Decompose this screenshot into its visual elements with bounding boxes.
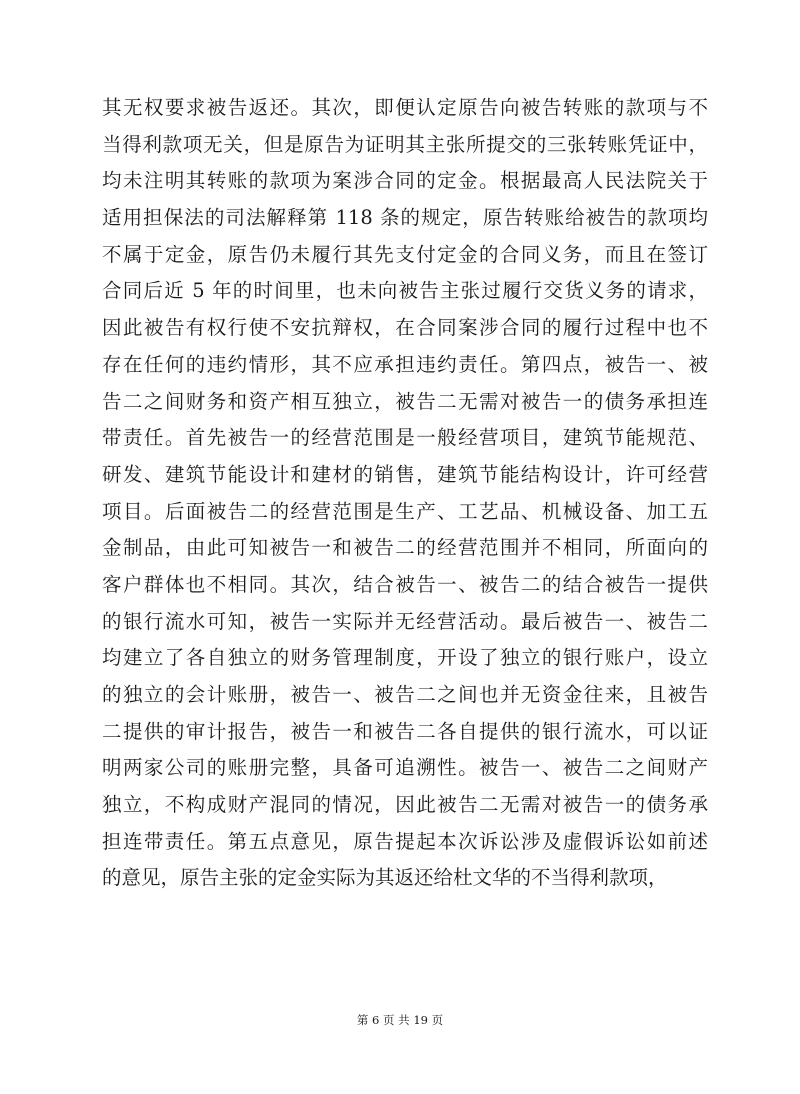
- page-footer: 第 6 页 共 19 页: [356, 1013, 444, 1027]
- text-line: 其无权要求被告返还。其次，即便认定原告向被告转账的款项与不: [102, 96, 708, 119]
- text-line: 当得利款项无关，但是原告为证明其主张所提交的三张转账凭证中，: [102, 132, 708, 156]
- text-line: 独立，不构成财产混同的情况，因此被告二无需对被告一的债务承: [102, 793, 708, 817]
- text-line: 因此被告有权行使不安抗辩权，在合同案涉合同的履行过程中也不: [102, 316, 708, 340]
- text-line: 担连带责任。第五点意见，原告提起本次诉讼涉及虚假诉讼如前述: [102, 829, 708, 853]
- document-body: [102, 90, 708, 897]
- text-line: 合同后近 5 年的时间里，也未向被告主张过履行交货义务的请求，: [102, 279, 708, 303]
- text-line: 项目。后面被告二的经营范围是生产、工艺品、机械设备、加工五: [102, 499, 708, 523]
- text-line: 客户群体也不相同。其次，结合被告一、被告二的结合被告一提供: [102, 572, 708, 596]
- text-line: 均建立了各自独立的财务管理制度，开设了独立的银行账户，设立: [102, 646, 708, 670]
- text-line: 的意见，原告主张的定金实际为其返还给杜文华的不当得利款项，: [102, 866, 668, 890]
- text-line: 金制品，由此可知被告一和被告二的经营范围并不相同，所面向的: [102, 536, 708, 560]
- text-line: 研发、建筑节能设计和建材的销售，建筑节能结构设计，许可经营: [102, 462, 708, 486]
- text-line: 均未注明其转账的款项为案涉合同的定金。根据最高人民法院关于: [102, 169, 708, 193]
- text-line: 明两家公司的账册完整，具备可追溯性。被告一、被告二之间财产: [102, 756, 708, 780]
- text-line: 带责任。首先被告一的经营范围是一般经营项目，建筑节能规范、: [102, 426, 708, 450]
- text-line: 告二之间财务和资产相互独立，被告二无需对被告一的债务承担连: [102, 389, 708, 413]
- text-line: 的银行流水可知，被告一实际并无经营活动。最后被告一、被告二: [102, 609, 708, 633]
- text-line: 存在任何的违约情形，其不应承担违约责任。第四点，被告一、被: [102, 352, 708, 376]
- text-line: 二提供的审计报告，被告一和被告二各自提供的银行流水，可以证: [102, 719, 708, 743]
- text-line: 适用担保法的司法解释第 118 条的规定，原告转账给被告的款项均: [102, 206, 708, 230]
- text-line: 不属于定金，原告仍未履行其先支付定金的合同义务，而且在签订: [102, 242, 708, 266]
- text-line: 的独立的会计账册，被告一、被告二之间也并无资金往来，且被告: [102, 683, 708, 706]
